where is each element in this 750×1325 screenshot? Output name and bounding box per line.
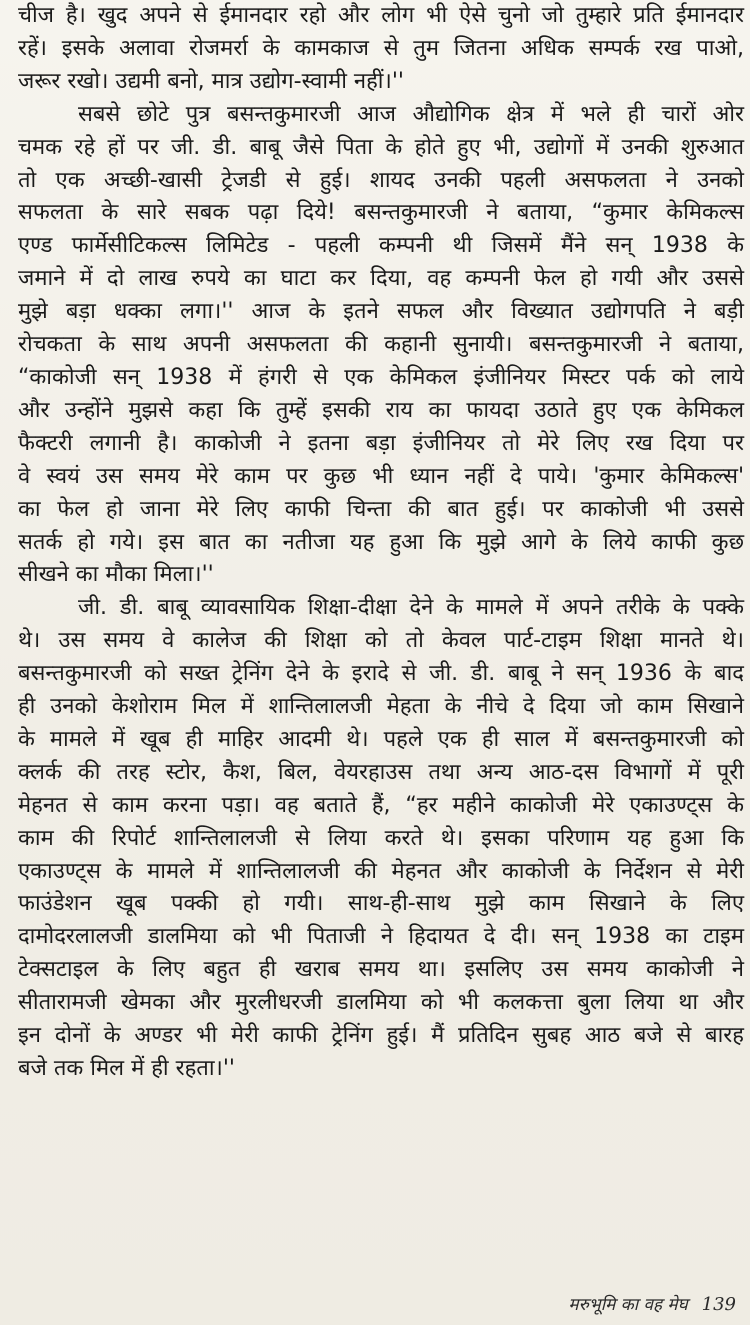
text-line: चमक रहे हों पर जी. डी. बाबू जैसे पिता के होते हुए भी, उद्योगों में उनकी शुरुआत [18,134,744,160]
text-line: काम की रिपोर्ट शान्तिलालजी से लिया करते थे। इसका परिणाम यह हुआ कि [18,825,744,851]
text-line: ही उनको केशोराम मिल में शान्तिलालजी मेहता के नीचे दे दिया जो काम सिखाने [18,694,744,720]
text-line: बसन्तकुमारजी को सख्त ट्रेनिंग देने के इरादे से जी. डी. बाबू ने सन् 1936 के बाद [18,661,744,687]
text-line: फाउंडेशन खूब पक्की हो गयी। साथ-ही-साथ मुझे काम सिखाने के लिए [18,891,744,917]
text-line: टेक्सटाइल के लिए बहुत ही खराब समय था। इसलिए उस समय काकोजी ने [18,957,744,983]
text-line: इन दोनों के अण्डर भी मेरी काफी ट्रेनिंग हुई। मैं प्रतिदिन सुबह आठ बजे से बारह [18,1023,744,1049]
text-line: जी. डी. बाबू व्यावसायिक शिक्षा-दीक्षा देने के मामले में अपने तरीके के पक्के [78,595,744,621]
text-line: रोचकता के साथ अपनी असफलता की कहानी सुनायी। बसन्तकुमारजी ने बताया, [18,332,744,358]
page-body [18,0,744,1086]
page-footer [568,1295,736,1315]
text-line: मेहनत से काम करना पड़ा। वह बताते हैं, “हर महीने काकोजी मेरे एकाउण्ट्स के [18,792,744,818]
text-line: जरूर रखो। उद्यमी बनो, मात्र उद्योग-स्वामी नहीं।'' [18,68,404,94]
text-line: का फेल हो जाना मेरे लिए काफी चिन्ता की बात हुई। पर काकोजी भी उससे [18,496,744,522]
paragraph [18,0,744,99]
text-line: फैक्टरी लगानी है। काकोजी ने इतना बड़ा इंजीनियर तो मेरे लिए रख दिया पर [18,430,744,456]
text-line: चीज है। खुद अपने से ईमानदार रहो और लोग भी ऐसे चुनो जो तुम्हारे प्रति ईमानदार [18,3,744,28]
page-number: 139 [701,1294,736,1315]
text-line: एकाउण्ट्स के मामले में शान्तिलालजी की मेहनत और काकोजी के निर्देशन से मेरी [18,858,744,884]
text-line: तो एक अच्छी-खासी ट्रेजडी से हुई। शायद उनकी पहली असफलता ने उनको [18,167,744,193]
running-title: मरुभूमि का वह मेघ [568,1295,688,1315]
text-line: क्लर्क की तरह स्टोर, कैश, बिल, वेयरहाउस तथा अन्य आठ-दस विभागों में पूरी [18,759,744,785]
text-line: मुझे बड़ा धक्का लगा।'' आज के इतने सफल और विख्यात उद्योगपति ने बड़ी [18,299,744,325]
paragraph [18,99,744,593]
text-line: रहें। इसके अलावा रोजमर्रा के कामकाज से तुम जितना अधिक सम्पर्क रख पाओ, [18,35,744,61]
text-line: थे। उस समय वे कालेज की शिक्षा को तो केवल पार्ट-टाइम शिक्षा मानते थे। [18,628,744,654]
text-line: सीतारामजी खेमका और मुरलीधरजी डालमिया को भी कलकत्ता बुला लिया था और [18,990,744,1016]
text-line: दामोदरलालजी डालमिया को भी पिताजी ने हिदायत दे दी। सन् 1938 का टाइम [18,924,744,950]
text-line: के मामले में खूब ही माहिर आदमी थे। पहले एक ही साल में बसन्तकुमारजी को [18,726,744,752]
text-line: सफलता के सारे सबक पढ़ा दिये! बसन्तकुमारजी ने बताया, “कुमार केमिकल्स [18,200,744,226]
text-line: “काकोजी सन् 1938 में हंगरी से एक केमिकल इंजीनियर मिस्टर पर्क को लाये [18,364,744,390]
paragraph [18,592,744,1086]
text-line: सतर्क हो गये। इस बात का नतीजा यह हुआ कि मुझे आगे के लिये काफी कुछ [18,529,744,555]
text-line: एण्ड फार्मेसीटिकल्स लिमिटेड - पहली कम्पनी थी जिसमें मैंने सन् 1938 के [18,233,744,259]
text-line: बजे तक मिल में ही रहता।'' [18,1056,235,1081]
text-line: सबसे छोटे पुत्र बसन्तकुमारजी आज औद्योगिक क्षेत्र में भले ही चारों ओर [78,101,744,127]
text-line: वे स्वयं उस समय मेरे काम पर कुछ भी ध्यान नहीं दे पाये। 'कुमार केमिकल्स' [18,463,744,489]
text-line: और उन्होंने मुझसे कहा कि तुम्हें इसकी राय का फायदा उठाते हुए एक केमिकल [18,397,744,423]
text-line: सीखने का मौका मिला।'' [18,562,214,588]
text-line: जमाने में दो लाख रुपये का घाटा कर दिया, वह कम्पनी फेल हो गयी और उससे [18,266,744,292]
